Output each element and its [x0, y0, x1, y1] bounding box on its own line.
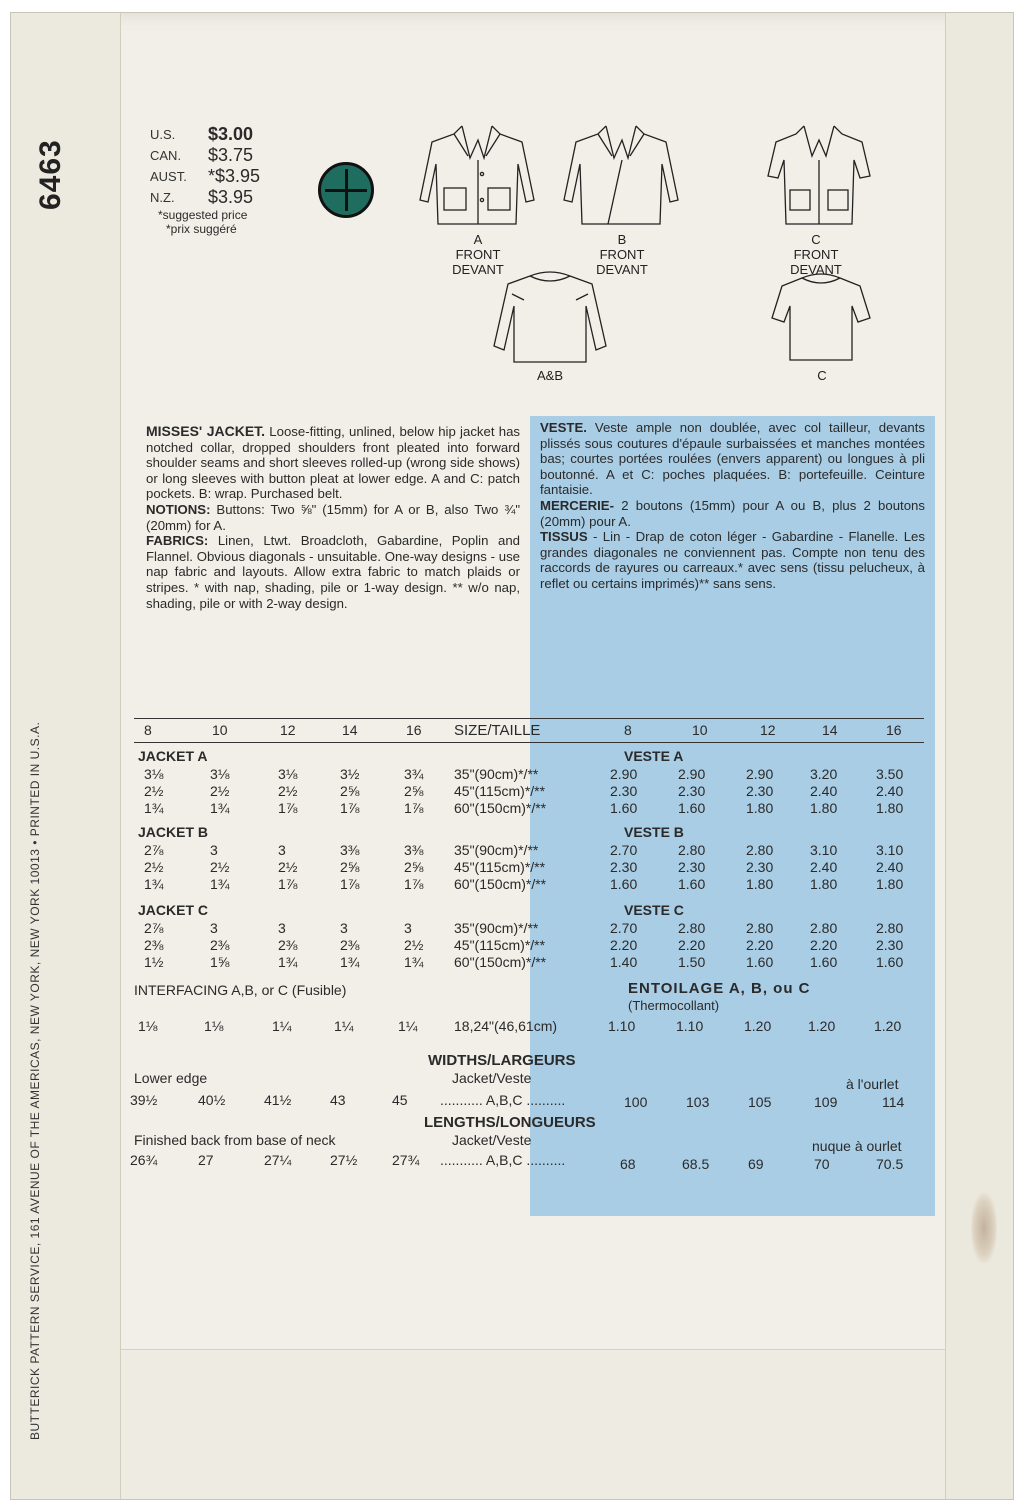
price-country: N.Z.: [150, 190, 175, 205]
yardage-us-cell: 3: [404, 920, 412, 936]
interfacing-us-cell: 1⅛: [138, 1018, 158, 1034]
yardage-us-cell: 3⅛: [144, 766, 164, 782]
length-metric-cell: 68.5: [682, 1156, 710, 1172]
description-lead: MISSES' JACKET.: [146, 423, 266, 439]
price-country: AUST.: [150, 169, 187, 184]
width-metric-cell: 100: [624, 1094, 648, 1110]
width-metric-cell: 103: [686, 1094, 710, 1110]
paper-stain: [971, 1193, 997, 1263]
price-note-en: *suggested price: [158, 208, 248, 222]
yardage-us-cell: 2⅜: [278, 937, 298, 953]
section-title-en: JACKET B: [138, 824, 209, 840]
section-title-fr: VESTE C: [624, 902, 684, 918]
size-header-metric: 14: [822, 722, 838, 738]
yardage-us-cell: 2⅝: [340, 859, 360, 875]
price-note-fr: *prix suggéré: [166, 222, 237, 236]
width-us-cell: 41½: [264, 1092, 292, 1108]
yardage-metric-cell: 1.60: [746, 954, 774, 970]
fabric-width-cell: 45"(115cm)*/**: [454, 783, 546, 799]
yardage-metric-cell: 1.50: [678, 954, 706, 970]
width-us-cell: 39½: [130, 1092, 158, 1108]
price-amount: $3.95: [208, 187, 254, 207]
yardage-metric-cell: 3.20: [810, 766, 838, 782]
publisher-side-text: BUTTERICK PATTERN SERVICE, 161 AVENUE OF THE AMERICAS, NEW YORK, NEW YORK 10013 • PRINTED IN U.S.A.: [28, 721, 42, 1440]
section-title-fr: VESTE A: [624, 748, 684, 764]
yardage-metric-cell: 1.40: [610, 954, 638, 970]
interfacing-label-fr: ENTOILAGE A, B, ou C: [628, 980, 811, 997]
size-header-metric: 8: [624, 722, 632, 738]
section-title-fr: VESTE B: [624, 824, 684, 840]
mercerie-label: MERCERIE-: [540, 497, 614, 513]
view-letter: B: [617, 232, 627, 247]
size-header-us: 14: [342, 722, 358, 738]
interfacing-us-cell: 1¼: [272, 1018, 292, 1034]
yardage-us-cell: 3½: [340, 766, 360, 782]
yardage-us-cell: 2⅜: [144, 937, 164, 953]
yardage-us-cell: 1⅞: [340, 800, 360, 816]
mercerie-text: 2 boutons (15mm) pour A ou B, plus 2 boutons (20mm) pour A.: [540, 497, 925, 529]
widths-right-label: à l'ourlet: [846, 1076, 899, 1092]
circle-cross-logo-icon: [318, 162, 374, 218]
price-amount: $3.00: [208, 124, 254, 144]
yardage-metric-cell: 1.80: [876, 800, 904, 816]
jacket-c-front-sketch: [764, 116, 874, 230]
yardage-us-cell: 1¾: [404, 954, 424, 970]
price-amount: $3.75: [208, 145, 254, 165]
yardage-us-cell: 3: [210, 920, 218, 936]
jacket-b-front-sketch: [556, 116, 688, 230]
yardage-metric-cell: 2.30: [610, 859, 638, 875]
widths-views: ........... A,B,C ..........: [440, 1092, 566, 1108]
yardage-metric-cell: 2.70: [610, 920, 638, 936]
table-header-rule: [134, 742, 924, 743]
yardage-us-cell: 3⅜: [340, 842, 360, 858]
yardage-metric-cell: 2.80: [810, 920, 838, 936]
yardage-us-cell: 2½: [404, 937, 424, 953]
size-header-us: 16: [406, 722, 422, 738]
notions-text: Buttons: Two ⅝" (15mm) for A or B, also Two ¾" (20mm) for A.: [146, 501, 520, 533]
length-metric-cell: 70: [814, 1156, 830, 1172]
yardage-metric-cell: 2.20: [810, 937, 838, 953]
yardage-us-cell: 2⅝: [340, 783, 360, 799]
yardage-metric-cell: 1.80: [876, 876, 904, 892]
tissus-text: - Lin - Drap de coton léger - Gabardine - Flanelle. Les grandes diagonales ne conviennent pas. Compte non tenu des raccords de rayures ou carreaux.* avec sens (tissu pelucheux, à reflet ou certains imprimés)** sans sens.: [540, 529, 925, 591]
view-ab-back-caption: A&B: [536, 368, 563, 383]
length-us-cell: 27¾: [392, 1152, 420, 1168]
yardage-us-cell: 3¾: [404, 766, 424, 782]
yardage-metric-cell: 2.80: [876, 920, 904, 936]
section-title-en: JACKET A: [138, 748, 208, 764]
length-us-cell: 27: [198, 1152, 214, 1168]
yardage-us-cell: 3: [340, 920, 348, 936]
width-metric-cell: 109: [814, 1094, 838, 1110]
size-header-us: 12: [280, 722, 296, 738]
yardage-metric-cell: 2.30: [610, 783, 638, 799]
price-row: [150, 187, 300, 208]
width-metric-cell: 114: [882, 1094, 905, 1110]
size-header-metric: 10: [692, 722, 708, 738]
description-text: Loose-fitting, unlined, below hip jacket has notched collar, dropped shoulders front pleated into forward shoulder seams and short sleeves rolled-up (wrong side shows) or long sleeves with button pleat at lower edge. A and C: patch pockets. B: wrap. Purchased belt.: [146, 424, 521, 502]
view-devant-label: DEVANT: [452, 262, 504, 277]
lengths-header: LENGTHS/LONGUEURS: [424, 1114, 596, 1131]
yardage-metric-cell: 2.40: [876, 859, 904, 875]
yardage-metric-cell: 2.80: [746, 920, 774, 936]
price-country: U.S.: [150, 127, 176, 142]
lengths-mid-label: Jacket/Veste: [452, 1132, 532, 1148]
fabric-width-cell: 45"(115cm)*/**: [454, 937, 546, 953]
interfacing-metric-cell: 1.20: [744, 1018, 772, 1034]
yardage-us-cell: 3⅛: [278, 766, 298, 782]
yardage-metric-cell: 1.60: [678, 876, 706, 892]
yardage-metric-cell: 1.80: [746, 800, 774, 816]
yardage-metric-cell: 2.80: [746, 842, 774, 858]
length-us-cell: 26¾: [130, 1152, 158, 1168]
yardage-us-cell: 1⅞: [404, 800, 424, 816]
jacket-ab-back-sketch: [484, 266, 616, 366]
yardage-us-cell: 2½: [278, 783, 298, 799]
width-us-cell: 40½: [198, 1092, 226, 1108]
fabric-width-cell: 60"(150cm)*/**: [454, 954, 547, 970]
interfacing-metric-cell: 1.20: [808, 1018, 836, 1034]
yardage-us-cell: 1⅞: [340, 876, 360, 892]
yardage-us-cell: 3: [278, 842, 286, 858]
view-letter: C: [811, 232, 821, 247]
view-devant-label: DEVANT: [790, 262, 842, 277]
yardage-us-cell: 3: [210, 842, 218, 858]
yardage-us-cell: 1¾: [144, 876, 164, 892]
width-us-cell: 43: [330, 1092, 346, 1108]
yardage-metric-cell: 2.20: [678, 937, 706, 953]
pattern-number: 6463: [34, 139, 67, 210]
yardage-metric-cell: 2.70: [610, 842, 638, 858]
yardage-metric-cell: 2.30: [678, 783, 706, 799]
jacket-c-back-sketch: [766, 270, 876, 366]
yardage-us-cell: 2½: [144, 783, 164, 799]
yardage-metric-cell: 2.90: [678, 766, 706, 782]
interfacing-us-cell: 1⅛: [204, 1018, 224, 1034]
description-english: [146, 424, 520, 611]
yardage-metric-cell: 2.40: [876, 783, 904, 799]
yardage-us-cell: 3⅜: [404, 842, 424, 858]
yardage-us-cell: 2½: [210, 783, 230, 799]
yardage-us-cell: 3⅛: [210, 766, 230, 782]
fabric-width-cell: 35"(90cm)*/**: [454, 842, 539, 858]
view-devant-label: DEVANT: [596, 262, 648, 277]
length-us-cell: 27½: [330, 1152, 358, 1168]
yardage-us-cell: 2½: [210, 859, 230, 875]
fabric-width-cell: 35"(90cm)*/**: [454, 766, 539, 782]
yardage-us-cell: 1¾: [210, 876, 230, 892]
yardage-us-cell: 2½: [278, 859, 298, 875]
price-amount: *$3.95: [208, 166, 261, 186]
widths-mid-label: Jacket/Veste: [452, 1070, 532, 1086]
table-top-rule: [134, 718, 924, 719]
interfacing-width-cell: 18,24"(46,61cm): [454, 1018, 558, 1034]
yardage-metric-cell: 2.30: [746, 783, 774, 799]
fabrics-text: Linen, Ltwt. Broadcloth, Gabardine, Poplin and Flannel. Obvious diagonals - unsuitable. One-way designs - use nap fabric and layouts. Allow extra fabric to match plaids or stripes. * with nap, shading, pile or 1-way design. ** w/o nap, shading, pile or with 2-way design.: [146, 533, 520, 611]
widths-header: WIDTHS/LARGEURS: [428, 1052, 576, 1069]
yardage-us-cell: 2½: [144, 859, 164, 875]
yardage-us-cell: 1¾: [144, 800, 164, 816]
price-list: [150, 124, 300, 236]
description-french: [540, 420, 925, 592]
yardage-metric-cell: 2.90: [610, 766, 638, 782]
interfacing-metric-cell: 1.10: [676, 1018, 704, 1034]
view-front-label: FRONT: [599, 247, 645, 262]
length-metric-cell: 68: [620, 1156, 636, 1172]
yardage-metric-cell: 3.10: [876, 842, 904, 858]
yardage-metric-cell: 1.80: [810, 800, 838, 816]
size-header-us: 10: [212, 722, 228, 738]
envelope-bottom-flap: [121, 1349, 945, 1499]
yardage-metric-cell: 1.60: [678, 800, 706, 816]
yardage-metric-cell: 2.20: [746, 937, 774, 953]
view-front-label: FRONT: [455, 247, 501, 262]
yardage-us-cell: 1⅞: [278, 800, 298, 816]
yardage-metric-cell: 2.30: [678, 859, 706, 875]
envelope-right-flap: [945, 13, 1013, 1499]
yardage-metric-cell: 1.60: [810, 954, 838, 970]
yardage-metric-cell: 3.50: [876, 766, 904, 782]
fabric-width-cell: 60"(150cm)*/**: [454, 876, 547, 892]
section-title-en: JACKET C: [138, 902, 209, 918]
price-country: CAN.: [150, 148, 182, 163]
view-c-back-caption: C: [817, 368, 827, 383]
yardage-metric-cell: 2.30: [746, 859, 774, 875]
length-metric-cell: 69: [748, 1156, 764, 1172]
yardage-metric-cell: 1.60: [610, 800, 638, 816]
yardage-us-cell: 1⅞: [278, 876, 298, 892]
yardage-metric-cell: 2.20: [610, 937, 638, 953]
interfacing-us-cell: 1¼: [398, 1018, 418, 1034]
yardage-metric-cell: 1.80: [746, 876, 774, 892]
view-front-label: FRONT: [793, 247, 839, 262]
price-row: [150, 124, 300, 145]
yardage-metric-cell: 2.80: [678, 920, 706, 936]
yardage-metric-cell: 1.60: [610, 876, 638, 892]
yardage-metric-cell: 2.40: [810, 859, 838, 875]
fabric-width-cell: 35"(90cm)*/**: [454, 920, 539, 936]
length-us-cell: 27¼: [264, 1152, 292, 1168]
yardage-us-cell: 1⅝: [210, 954, 230, 970]
yardage-us-cell: 1½: [144, 954, 164, 970]
lengths-left-label: Finished back from base of neck: [134, 1132, 336, 1148]
description-text: Veste ample non doublée, avec col tailleur, devants plissés sous coutures d'épaule surbaissées et manches montées bas; courtes portées roulées (envers apparent) ou longues à pli boutonné. A et C: poches plaquées. B: portefeuille. Ceinture fantaisie.: [540, 420, 925, 498]
yardage-us-cell: 2⅝: [404, 783, 424, 799]
length-metric-cell: 70.5: [876, 1156, 904, 1172]
interfacing-sub-fr: (Thermocollant): [628, 998, 720, 1013]
price-row: [150, 166, 300, 187]
fabric-width-cell: 45"(115cm)*/**: [454, 859, 546, 875]
interfacing-metric-cell: 1.20: [874, 1018, 902, 1034]
fabrics-label: FABRICS:: [146, 533, 209, 549]
yardage-metric-cell: 3.10: [810, 842, 838, 858]
yardage-us-cell: 2⅜: [340, 937, 360, 953]
size-header-us: 8: [144, 722, 152, 738]
interfacing-us-cell: 1¼: [334, 1018, 354, 1034]
size-header-metric: 16: [886, 722, 902, 738]
interfacing-metric-cell: 1.10: [608, 1018, 636, 1034]
yardage-us-cell: 2⅝: [404, 859, 424, 875]
yardage-us-cell: 2⅞: [144, 842, 164, 858]
yardage-us-cell: 2⅜: [210, 937, 230, 953]
lengths-views: ........... A,B,C ..........: [440, 1152, 566, 1168]
jacket-a-front-sketch: [412, 116, 544, 230]
description-lead: VESTE.: [540, 420, 587, 435]
width-metric-cell: 105: [748, 1094, 772, 1110]
yardage-metric-cell: 2.30: [876, 937, 904, 953]
yardage-metric-cell: 1.60: [876, 954, 904, 970]
yardage-us-cell: 1¾: [340, 954, 360, 970]
yardage-us-cell: 1⅞: [404, 876, 424, 892]
yardage-metric-cell: 2.40: [810, 783, 838, 799]
interfacing-label-en: INTERFACING A,B, or C (Fusible): [134, 982, 347, 998]
yardage-us-cell: 1¾: [210, 800, 230, 816]
size-header-label: SIZE/TAILLE: [454, 722, 541, 739]
notions-label: NOTIONS:: [146, 501, 211, 517]
yardage-metric-cell: 2.90: [746, 766, 774, 782]
view-letter: A: [473, 232, 483, 247]
yardage-us-cell: 2⅞: [144, 920, 164, 936]
yardage-us-cell: 1¾: [278, 954, 298, 970]
price-row: [150, 145, 300, 166]
yardage-metric-cell: 2.80: [678, 842, 706, 858]
yardage-metric-cell: 1.80: [810, 876, 838, 892]
fabric-width-cell: 60"(150cm)*/**: [454, 800, 547, 816]
widths-left-label: Lower edge: [134, 1070, 208, 1086]
yardage-us-cell: 3: [278, 920, 286, 936]
tissus-label: TISSUS: [540, 529, 588, 545]
lengths-right-label: nuque à ourlet: [812, 1138, 902, 1154]
width-us-cell: 45: [392, 1092, 408, 1108]
size-header-metric: 12: [760, 722, 776, 738]
